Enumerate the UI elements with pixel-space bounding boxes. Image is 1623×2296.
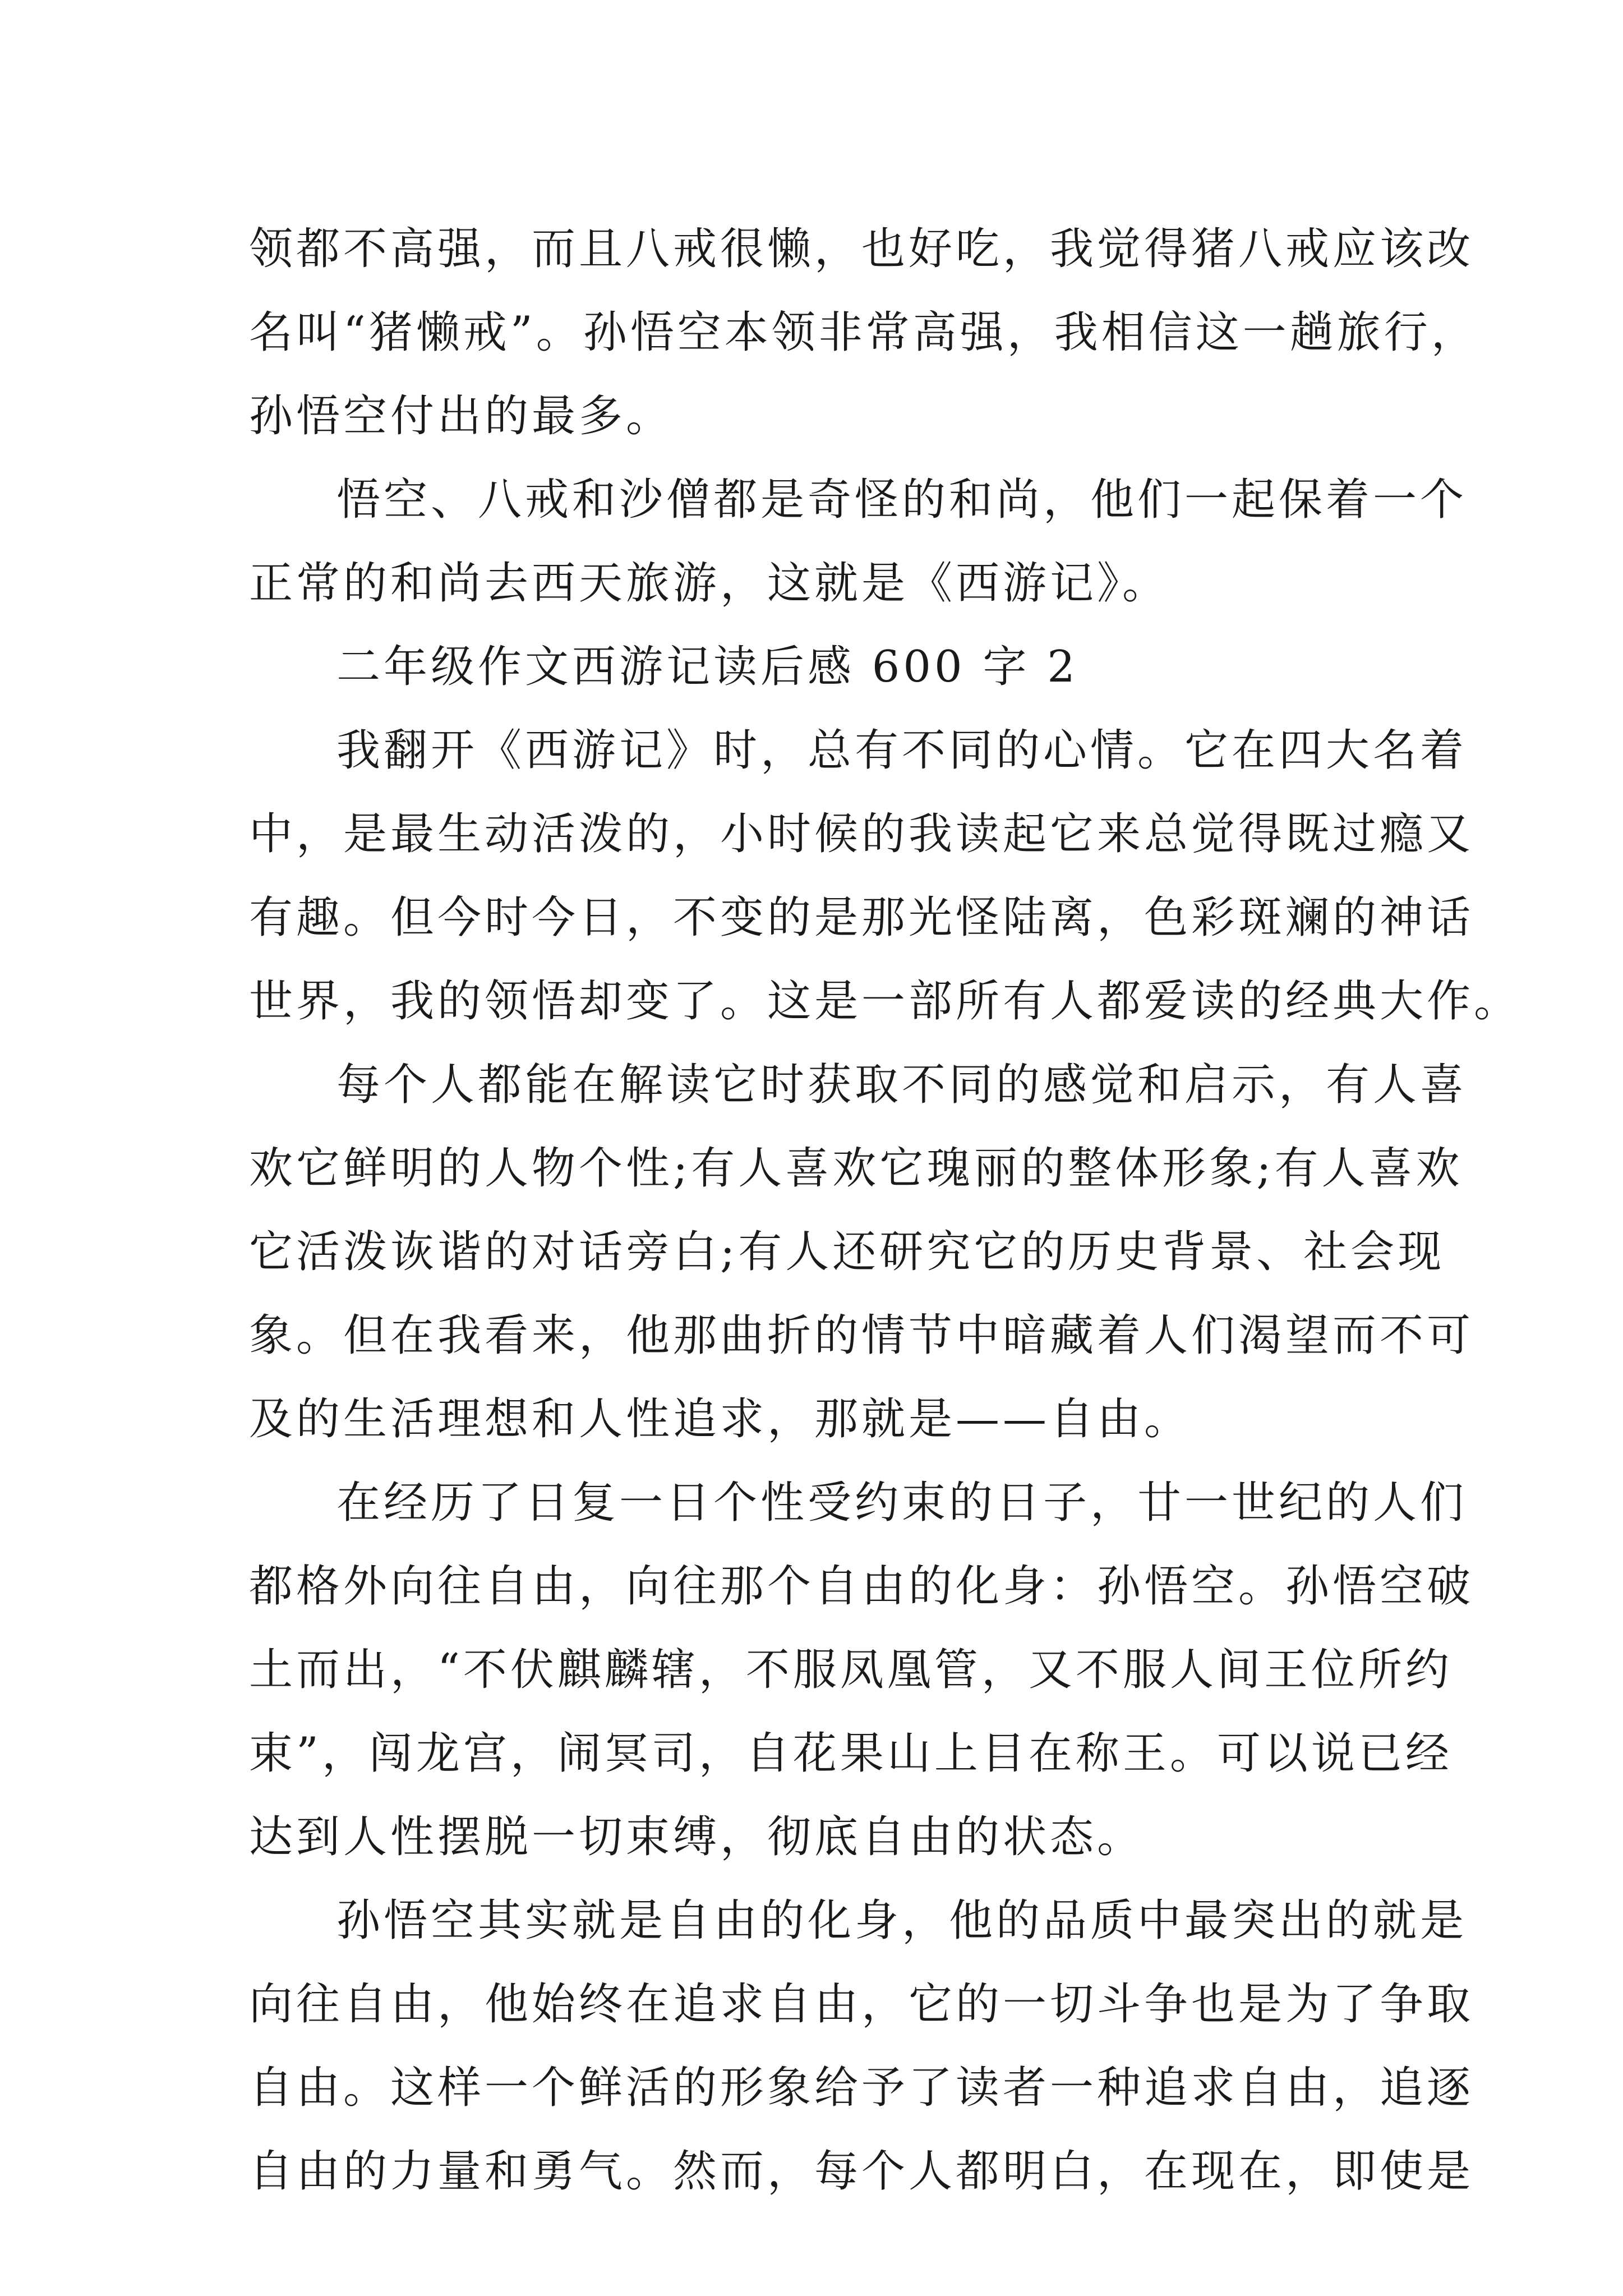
text-line: 土而出，“不伏麒麟辖，不服凤凰管，又不服人间王位所约 (249, 1645, 1453, 1695)
text-line: 及的生活理想和人性追求，那就是——自由。 (249, 1394, 1192, 1444)
paragraph-first-line: 每个人都能在解读它时获取不同的感觉和启示，有人喜 (336, 1060, 1468, 1110)
text-line: 束”，闯龙宫，闹冥司，自花果山上目在称王。可以说已经 (249, 1728, 1453, 1779)
text-line: 中，是最生动活泼的，小时候的我读起它来总觉得既过瘾又 (249, 809, 1474, 859)
paragraph-first-line: 悟空、八戒和沙僧都是奇怪的和尚，他们一起保着一个 (336, 475, 1468, 525)
text-line: 向往自由，他始终在追求自由，它的一切斗争也是为了争取 (249, 1979, 1474, 2030)
section-heading: 二年级作文西游记读后感 600 字 2 (336, 642, 1078, 692)
text-line: 有趣。但今时今日，不变的是那光怪陆离，色彩斑斓的神话 (249, 892, 1474, 943)
text-line: 领都不高强，而且八戒很懒，也好吃，我觉得猪八戒应该改 (249, 224, 1474, 274)
paragraph-first-line: 在经历了日复一日个性受约束的日子，廿一世纪的人们 (336, 1478, 1468, 1528)
essay-text (249, 208, 1521, 2214)
text-line: 自由的力量和勇气。然而，每个人都明白，在现在，即使是 (249, 2146, 1474, 2197)
text-line: 正常的和尚去西天旅游，这就是《西游记》。 (249, 558, 1170, 609)
text-line: 它活泼诙谐的对话旁白;有人还研究它的历史背景、社会现 (249, 1227, 1445, 1277)
text-line: 自由。这样一个鲜活的形象给予了读者一种追求自由，追逐 (249, 2063, 1474, 2113)
paragraph-first-line: 孙悟空其实就是自由的化身，他的品质中最突出的就是 (336, 1895, 1468, 1946)
paragraph-first-line: 我翻开《西游记》时，总有不同的心情。它在四大名着 (336, 725, 1468, 776)
text-line: 孙悟空付出的最多。 (249, 391, 674, 441)
text-line: 都格外向往自由，向往那个自由的化身：孙悟空。孙悟空破 (249, 1561, 1474, 1612)
text-line: 达到人性摆脱一切束缚，彻底自由的状态。 (249, 1812, 1145, 1862)
text-line: 象。但在我看来，他那曲折的情节中暗藏着人们渴望而不可 (249, 1310, 1474, 1361)
text-line: 世界，我的领悟却变了。这是一部所有人都爱读的经典大作。 (249, 976, 1521, 1027)
text-line: 欢它鲜明的人物个性;有人喜欢它瑰丽的整体形象;有人喜欢 (249, 1143, 1463, 1194)
text-line: 名叫“猪懒戒”。孙悟空本领非常高强，我相信这一趟旅行， (249, 307, 1478, 358)
